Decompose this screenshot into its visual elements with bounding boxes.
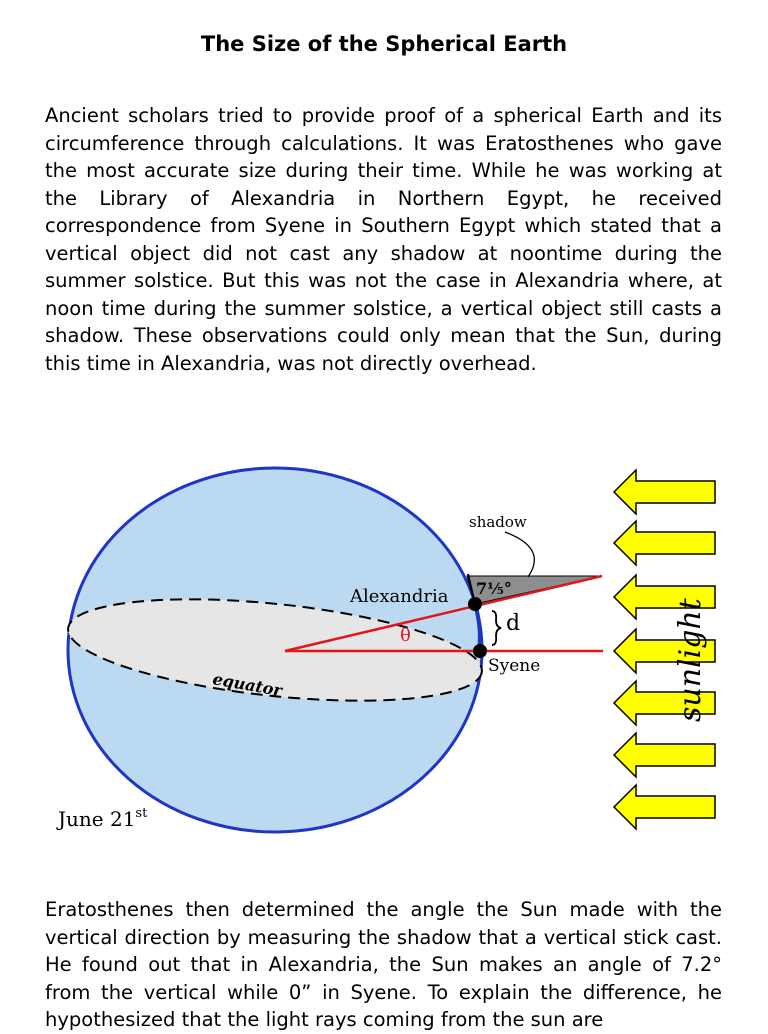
sunlight-arrow [614, 521, 715, 565]
syene-point [473, 644, 487, 658]
d-brace [492, 611, 501, 645]
sunlight-arrow [614, 470, 715, 514]
sunlight-arrow [614, 733, 715, 777]
date-label-main: June 21 [58, 807, 136, 831]
date-label [56, 806, 148, 831]
d-label: d [506, 611, 521, 636]
intro-paragraph: Ancient scholars tried to provide proof of a spherical Earth and its circumference through calculations. It was Eratosthenes who gave the most accurate size during their time. While he was working at the Library of Alexandria in Northern Egypt, he received correspondence from Syene in Southern Egypt which stated that a vertical object did not cast any shadow at noontime during the summer solstice. But this was not the case in Alexandria where, at noon time during the summer solstice, a vertical object still casts a shadow. These observations could only mean that the Sun, during this time in Alexandria, was not directly overhead. [45, 104, 722, 375]
shadow-label: shadow [469, 513, 527, 531]
equator-label: equator [211, 669, 284, 701]
page-title: The Size of the Spherical Earth [200, 32, 568, 56]
syene-label: Syene [488, 656, 541, 676]
sunlight-arrow [614, 785, 715, 829]
shadow-pointer [505, 532, 534, 577]
eratosthenes-diagram [0, 440, 768, 860]
date-label-sup: st [135, 806, 148, 821]
theta-label: θ [400, 625, 411, 646]
alexandria-point [468, 597, 482, 611]
second-paragraph: Eratosthenes then determined the angle the Sun made with the vertical direction by measuring the shadow that a vertical stick cast. He found out that in Alexandria, the Sun makes an angle of 7.2° from the vertical while 0” in Syene. To explain the difference, he hypothesized that the light rays coming from the sun are [45, 898, 722, 1031]
angle-label: 7⅕° [476, 579, 512, 598]
sunlight-label: sunlight [673, 598, 708, 722]
alexandria-label: Alexandria [350, 586, 449, 607]
